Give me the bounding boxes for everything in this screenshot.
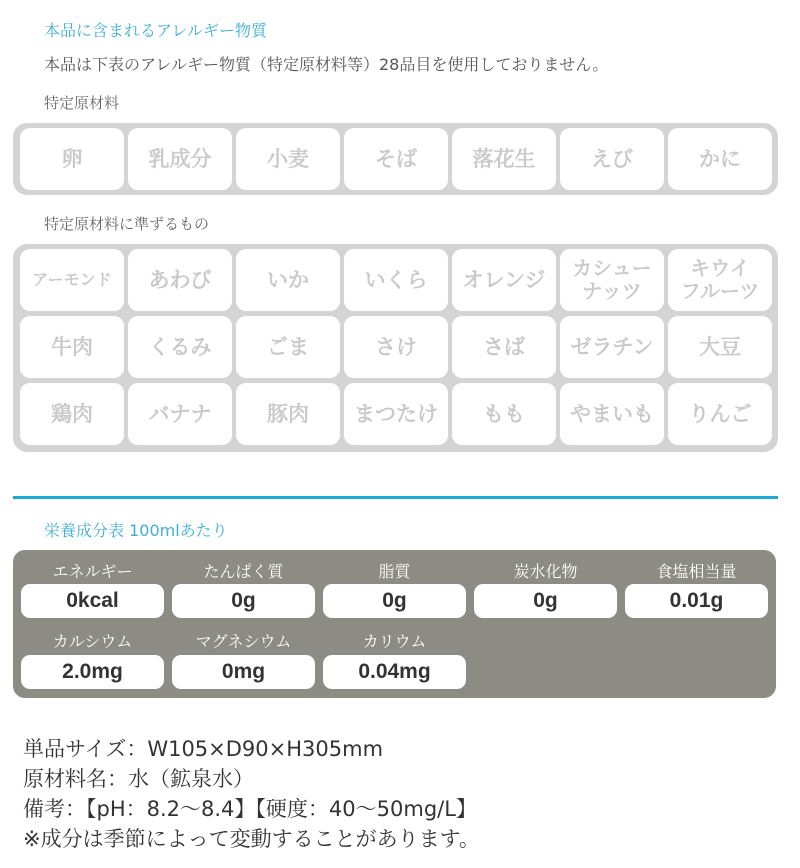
allergen-cell: 豚肉 xyxy=(236,383,340,445)
nutrient-value: 2.0mg xyxy=(21,655,164,689)
allergen-cell: さけ xyxy=(344,316,448,378)
allergen-cell: 大豆 xyxy=(668,316,772,378)
allergen-cell: えび xyxy=(560,128,664,190)
allergen-cell: いか xyxy=(236,249,340,311)
allergen-cell: オレンジ xyxy=(452,249,556,311)
section-divider xyxy=(13,496,778,499)
allergen-cell: 乳成分 xyxy=(128,128,232,190)
group2-label: 特定原材料に準ずるもの xyxy=(44,215,210,233)
allergen-cell: あわび xyxy=(128,249,232,311)
nutrient-value: 0g xyxy=(172,584,315,618)
allergen-note: 本品は下表のアレルギー物質（特定原材料等）28品目を使用しておりません。 xyxy=(44,55,609,74)
nutrient-label: 炭水化物 xyxy=(513,562,578,581)
quasi-allergens-panel xyxy=(13,244,778,452)
nutrient-label: カルシウム xyxy=(52,632,133,651)
nutrient-label: カリウム xyxy=(362,632,427,651)
nutrient-value: 0g xyxy=(474,584,617,618)
allergen-cell: バナナ xyxy=(128,383,232,445)
disclaimer: ※成分は季節によって変動することがあります。 xyxy=(23,827,480,851)
nutrient-label: たんぱく質 xyxy=(203,562,284,581)
nutrient-label: マグネシウム xyxy=(195,632,292,651)
allergen-cell: カシュー ナッツ xyxy=(560,249,664,311)
product-size: 単品サイズ：W105×D90×H305mm xyxy=(23,737,384,761)
nutrition-title: 栄養成分表 100mlあたり xyxy=(44,521,228,540)
allergen-cell: くるみ xyxy=(128,316,232,378)
allergen-cell: アーモンド xyxy=(20,249,124,311)
allergen-cell: 鶏肉 xyxy=(20,383,124,445)
allergen-cell: ごま xyxy=(236,316,340,378)
allergen-cell: まつたけ xyxy=(344,383,448,445)
allergen-cell: キウイ フルーツ xyxy=(668,249,772,311)
specified-allergens-panel xyxy=(13,123,778,195)
nutrient-label: 脂質 xyxy=(378,562,411,581)
allergen-cell: かに xyxy=(668,128,772,190)
allergen-cell: りんご xyxy=(668,383,772,445)
allergen-cell: ゼラチン xyxy=(560,316,664,378)
allergen-section-title: 本品に含まれるアレルギー物質 xyxy=(44,21,267,40)
nutrient-value: 0.01g xyxy=(625,584,768,618)
allergen-cell: さば xyxy=(452,316,556,378)
ingredients: 原材料名：水（鉱泉水） xyxy=(23,767,254,791)
allergen-cell: 牛肉 xyxy=(20,316,124,378)
nutrient-value: 0.04mg xyxy=(323,655,466,689)
nutrient-label: 食塩相当量 xyxy=(656,562,737,581)
nutrient-label: エネルギー xyxy=(52,562,133,581)
allergen-cell: やまいも xyxy=(560,383,664,445)
nutrient-value: 0mg xyxy=(172,655,315,689)
nutrient-value: 0kcal xyxy=(21,584,164,618)
allergen-cell: もも xyxy=(452,383,556,445)
group1-label: 特定原材料 xyxy=(44,94,120,112)
remarks: 備考：【pH：8.2〜8.4】【硬度：40〜50mg/L】 xyxy=(23,797,477,821)
allergen-cell: 落花生 xyxy=(452,128,556,190)
nutrient-value: 0g xyxy=(323,584,466,618)
allergen-cell: そば xyxy=(344,128,448,190)
allergen-cell: 小麦 xyxy=(236,128,340,190)
nutrition-panel xyxy=(13,550,776,698)
allergen-cell: いくら xyxy=(344,249,448,311)
allergen-cell: 卵 xyxy=(20,128,124,190)
